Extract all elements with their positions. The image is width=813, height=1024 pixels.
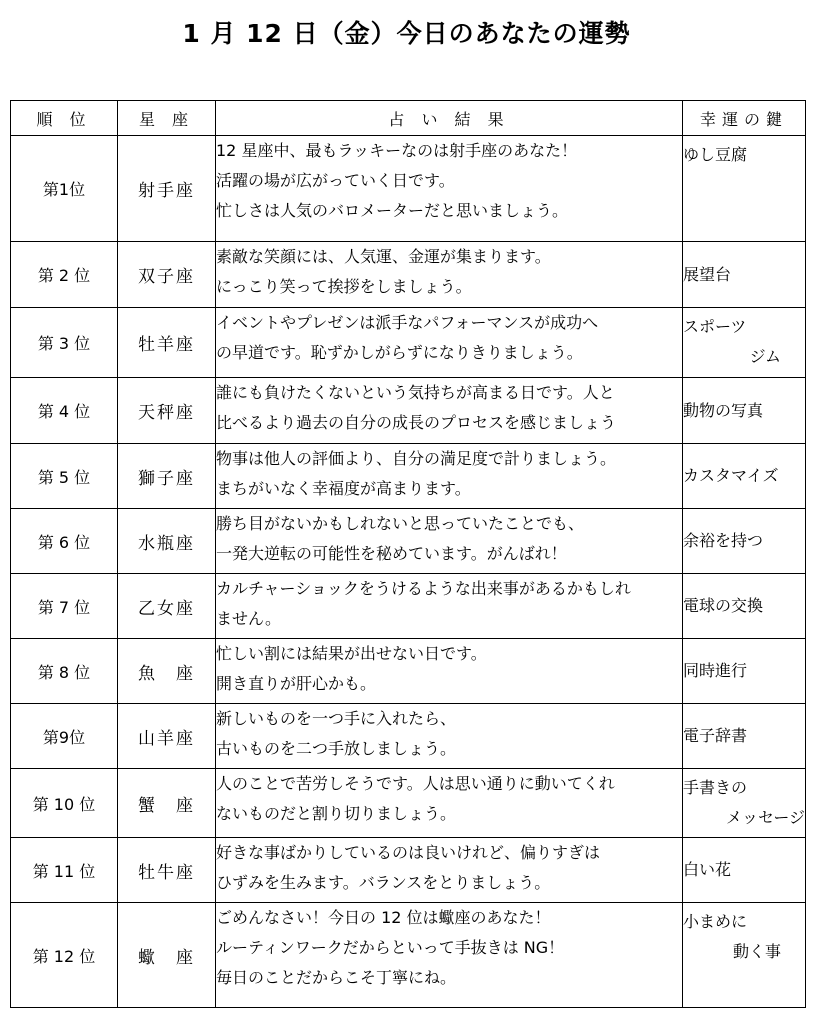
- lucky-key-cell: [683, 136, 806, 242]
- sign-cell: 水瓶座: [118, 509, 216, 574]
- result-line: にっこり笑って挨拶をしましょう。: [216, 277, 472, 296]
- result-line: 毎日のことだからこそ丁寧にね。: [216, 968, 457, 987]
- lucky-key-line: ゆし豆腐: [683, 145, 748, 164]
- lucky-key-cell: [683, 903, 806, 1008]
- result-cell: [216, 838, 683, 903]
- result-line: 物事は他人の評価より、自分の満足度で計りましょう。: [216, 449, 617, 468]
- table-row: [11, 308, 806, 378]
- rank-cell: 第 8 位: [11, 639, 118, 704]
- result-line: ごめんなさい！今日の 12 位は蠍座のあなた！: [216, 908, 551, 927]
- table-row: [11, 444, 806, 509]
- lucky-key-cell: [683, 444, 806, 509]
- table-row: [11, 838, 806, 903]
- lucky-key-cell: [683, 769, 806, 838]
- result-cell: [216, 509, 683, 574]
- result-cell: [216, 903, 683, 1008]
- lucky-key-cell: [683, 378, 806, 444]
- lucky-key-cell: [683, 639, 806, 704]
- lucky-key-line: 小まめに: [683, 912, 748, 931]
- lucky-key-line: 電球の交換: [683, 596, 764, 615]
- lucky-key-line: メッセージ: [725, 808, 805, 827]
- result-line: 勝ち目がないかもしれないと思っていたことでも、: [216, 514, 585, 533]
- result-line: 開き直りが肝心かも。: [216, 674, 377, 693]
- table-row: [11, 903, 806, 1008]
- lucky-key-cell: [683, 308, 806, 378]
- lucky-key-cell: [683, 509, 806, 574]
- result-line: カルチャーショックをうけるような出来事があるかもしれ: [216, 579, 631, 598]
- lucky-key-cell: [683, 704, 806, 769]
- table-row: [11, 242, 806, 308]
- result-cell: [216, 639, 683, 704]
- sign-cell: 牡羊座: [118, 308, 216, 378]
- lucky-key-line: 展望台: [683, 264, 732, 284]
- rank-cell: 第 6 位: [11, 509, 118, 574]
- result-cell: [216, 242, 683, 308]
- result-line: 比べるより過去の自分の成長のプロセスを感じましょう: [216, 413, 617, 432]
- table-header-row: [11, 101, 806, 136]
- rank-cell: 第 4 位: [11, 378, 118, 444]
- sign-cell: 乙女座: [118, 574, 216, 639]
- rank-cell: 第 2 位: [11, 242, 118, 308]
- sign-cell: 天秤座: [118, 378, 216, 444]
- sign-cell: 獅子座: [118, 444, 216, 509]
- result-line: まちがいなく幸福度が高まります。: [216, 479, 471, 498]
- table-row: [11, 769, 806, 838]
- result-line: ません。: [216, 609, 281, 628]
- result-line: 忙しさは人気のバロメーターだと思いましょう。: [216, 201, 569, 220]
- rank-cell: 第1位: [11, 136, 118, 242]
- result-line: ひずみを生みます。バランスをとりましょう。: [216, 873, 551, 892]
- table-row: [11, 639, 806, 704]
- lucky-key-cell: [683, 242, 806, 308]
- table-row: [11, 378, 806, 444]
- sign-cell: 蟹 座: [118, 769, 216, 838]
- result-line: 誰にも負けたくないという気持ちが高まる日です。人と: [216, 383, 615, 402]
- rank-cell: 第 11 位: [11, 838, 118, 903]
- rank-cell: 第9位: [11, 704, 118, 769]
- result-line: 活躍の場が広がっていく日です。: [216, 171, 455, 190]
- lucky-key-line: 手書きの: [683, 778, 748, 797]
- lucky-key-line: カスタマイズ: [683, 466, 779, 485]
- fortune-table: [10, 100, 806, 1008]
- header-lucky-key: 幸運の鍵: [683, 101, 806, 136]
- result-line: 一発大逆転の可能性を秘めています。がんばれ！: [216, 544, 567, 563]
- result-line: 古いものを二つ手放しましょう。: [216, 739, 457, 758]
- lucky-key-line: 白い花: [683, 860, 732, 879]
- sign-cell: 牡牛座: [118, 838, 216, 903]
- lucky-key-line: 同時進行: [683, 661, 748, 680]
- lucky-key-cell: [683, 574, 806, 639]
- result-cell: [216, 378, 683, 444]
- table-row: [11, 509, 806, 574]
- sign-cell: 射手座: [118, 136, 216, 242]
- rank-cell: 第 5 位: [11, 444, 118, 509]
- result-line: 新しいものを一つ手に入れたら、: [216, 709, 457, 728]
- result-line: 好きな事ばかりしているのは良いけれど、偏りすぎは: [216, 843, 601, 862]
- result-line: 12 星座中、最もラッキーなのは射手座のあなた！: [216, 141, 578, 160]
- result-line: イベントやプレゼンは派手なパフォーマンスが成功へ: [216, 313, 599, 332]
- sign-cell: 魚 座: [118, 639, 216, 704]
- sign-cell: 蠍 座: [118, 903, 216, 1008]
- rank-cell: 第 12 位: [11, 903, 118, 1008]
- rank-cell: 第 7 位: [11, 574, 118, 639]
- result-cell: [216, 704, 683, 769]
- lucky-key-line: 余裕を持つ: [683, 531, 764, 550]
- result-line: 忙しい割には結果が出せない日です。: [216, 644, 487, 663]
- result-cell: [216, 308, 683, 378]
- table-row: [11, 136, 806, 242]
- result-cell: [216, 574, 683, 639]
- result-line: 素敵な笑顔には、人気運、金運が集まります。: [216, 247, 551, 266]
- result-cell: [216, 769, 683, 838]
- result-line: 人のことで苦労しそうです。人は思い通りに動いてくれ: [216, 774, 615, 793]
- page-title: 1 月 12 日（金）今日のあなたの運勢: [182, 19, 631, 48]
- lucky-key-cell: [683, 838, 806, 903]
- lucky-key-line: ジム: [749, 347, 781, 366]
- rank-cell: 第 10 位: [11, 769, 118, 838]
- lucky-key-line: 電子辞書: [683, 726, 748, 745]
- lucky-key-line: スポーツ: [683, 317, 747, 336]
- lucky-key-line: 動物の写真: [683, 400, 764, 420]
- sign-cell: 双子座: [118, 242, 216, 308]
- header-result: 占 い 結 果: [216, 101, 683, 136]
- result-line: の早道です。恥ずかしがらずになりきりましょう。: [216, 343, 583, 362]
- result-cell: [216, 444, 683, 509]
- header-sign: 星 座: [118, 101, 216, 136]
- result-cell: [216, 136, 683, 242]
- table-row: [11, 704, 806, 769]
- lucky-key-line: 動く事: [732, 942, 781, 961]
- header-rank: 順 位: [11, 101, 118, 136]
- result-line: ないものだと割り切りましょう。: [216, 804, 457, 823]
- rank-cell: 第 3 位: [11, 308, 118, 378]
- result-line: ルーティンワークだからといって手抜きは NG！: [216, 938, 565, 957]
- table-row: [11, 574, 806, 639]
- sign-cell: 山羊座: [118, 704, 216, 769]
